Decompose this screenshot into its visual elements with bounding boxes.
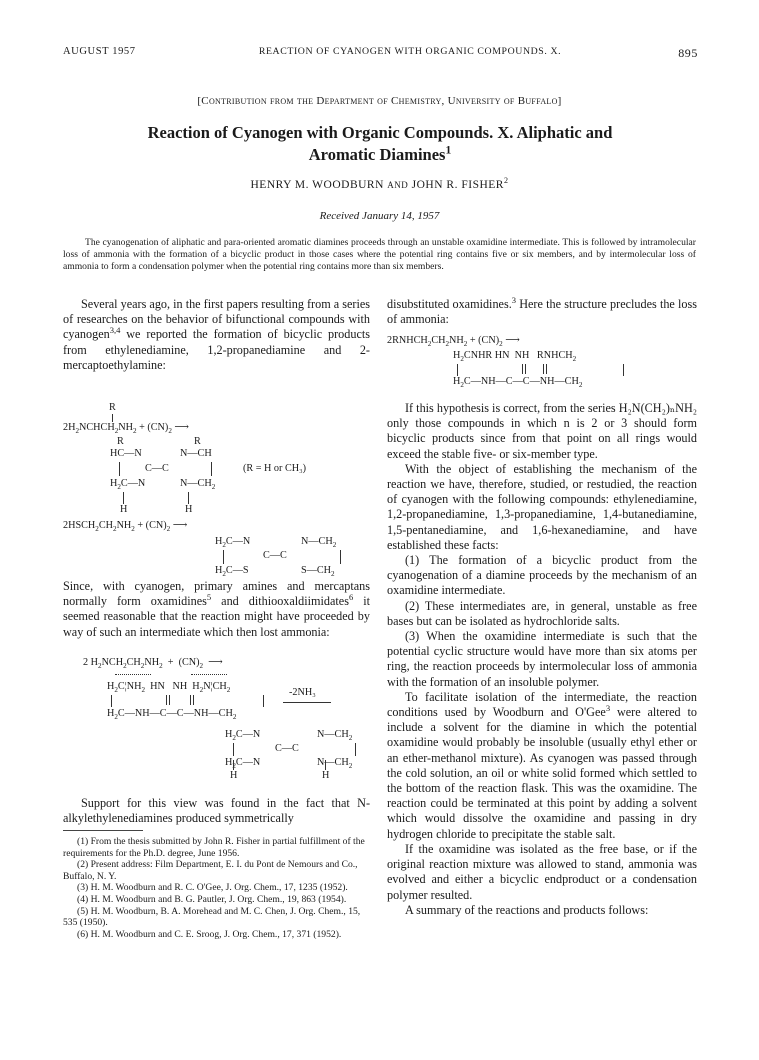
- running-header-date: AUGUST 1957: [63, 46, 136, 57]
- authors: HENRY M. WOODBURN AND JOHN R. FISHER$^2$: [250, 176, 509, 191]
- page-number: 895: [678, 46, 698, 60]
- footnote-4: (4) H. M. Woodburn and B. G. Pautler, J. Org. Chem., 19, 863 (1954).: [77, 893, 347, 905]
- left-col-intro: Several years ago, in the first papers resulting from a series of researches on the behavior of bifunctional compounds with cyanogen$^{3,4}$ we reported the formation of bicyclic products from ethylenediamine, 1,2-propanediamine and 2-mercaptoethylamine:: [63, 297, 370, 372]
- fact-1: (1) The formation of a bicyclic product from the cyanogenation of a diamine proceeds by the mechanism of an oxamidine intermediate.: [387, 553, 697, 598]
- summary-lead: A summary of the reactions and products follows:: [405, 902, 649, 917]
- footnote-2: (2) Present address: Film Department, E. I. du Pont de Nemours and Co., Buffalo, N. Y.: [63, 859, 358, 882]
- reaction-scheme-1: R $2H_2NCHCH_2NH_2 + (CN)_2$ ⟶ R R HC—N N—CH C—C $H_2C—N$ $N—CH_2$ H H (R = H or CH₃): [63, 402, 307, 515]
- received-date: Received January 14, 1957: [319, 210, 440, 222]
- contribution-line: [Contribution from the Department of Chemistry, University of Buffalo]: [197, 95, 562, 107]
- scheme-3-hydrogens: H H: [223, 770, 373, 784]
- footnote-1: (1) From the thesis submitted by John R. Fisher in partial fulfillment of the requirements for the Ph.D. degree, June 1956.: [63, 836, 365, 859]
- right-col-intro: disubstituted oxamidines.$^3$ Here the structure precludes the loss of ammonia:: [387, 294, 698, 327]
- isolation-paragraph: To facilitate isolation of the intermediate, the reaction conditions used by Woodburn and O'Gee$^3$ were altered to include a solvent for the diamine in which the potential oxamidine would probably be insoluble (usually ethyl ether or an ether-methanol mixture). As cyanogen was passed through the cold solution, an oil or white solid formed which settled to the bottom of the reaction flask. This was the oxamidine. The reaction could be terminated at this point by adding a solvent which would dissolve the oxamidine and passing in dry hydrogen chloride to precipitate the stable salt.: [387, 689, 698, 841]
- paper-title: Reaction of Cyanogen with Organic Compounds. X. Aliphatic and Aromatic Diamines$^1$: [147, 123, 613, 164]
- abstract: The cyanogenation of aliphatic and para-oriented aromatic diamines proceeds through an unstable oxamidine intermediate. This is followed by intramolecular loss of ammonia with the formation of a bicyclic product in those cases where the potential ring contains five or six members, and by intermolecular loss of ammonia to form a condensation polymer when the potential ring contains more than six members.: [63, 237, 696, 273]
- reaction-scheme-2: $2HSCH_2CH_2NH_2 + (CN)_2$ ⟶ $H_2C—N$ $N—CH_2$ C—C $H_2C—S$ $S—CH_2$: [63, 520, 373, 580]
- left-col-para-3: Support for this view was found in the fact that N-alkylethylenediamines produced symmetrically: [63, 796, 370, 826]
- left-col-para-2: Since, with cyanogen, primary amines and mercaptans normally form oxamidines$^5$ and dithiooxaldiimidates$^6$ it seemed reasonable that the reaction might have proceeded by way of such an intermediate which then lost ammonia:: [63, 579, 370, 639]
- objective-paragraph: With the object of establishing the mechanism of the reaction we have, therefore, studied, or restudied, the reaction of cyanogen with the following compounds: ethylenediamine, 1,2-propanediamine, 1,3-propanediamine, 1,4-butanediamine, 1,5-pentanediamine, and 1,6-hexanediamine, and have established these facts:: [387, 461, 697, 552]
- footnote-3: (3) H. M. Woodburn and R. C. O'Gee, J. Org. Chem., 17, 1235 (1952).: [77, 882, 348, 894]
- reaction-scheme-4: $2RNHCH_2CH_2NH_2 + (CN)_2$ ⟶ $H_2CNHR$ HN NH $RNHCH_2$ $H_2C—NH—C—C—NH—CH_2$: [387, 335, 697, 395]
- hypothesis-paragraph: If this hypothesis is correct, from the series H₂N(CH₂)ₙNH₂ only those compounds in which n is 2 or 3 should form bicyclic products since from that point on all rings would exceed the stable five- or six-member type.: [387, 401, 697, 461]
- right-col-body: [387, 401, 697, 918]
- footnote-6: (6) H. M. Woodburn and C. E. Sroog, J. Org. Chem., 17, 371 (1952).: [77, 928, 342, 940]
- footnote-5: (5) H. M. Woodburn, B. A. Morehead and M. C. Chen, J. Org. Chem., 15, 535 (1950).: [63, 905, 361, 929]
- reaction-scheme-3: 2 $H_2NCH_2CH_2NH_2 + (CN)_2$ ⟶ $H_2C¦NH_2$ HN NH $H_2N¦CH_2$ -2NH₃ $H_2C—NH—C—C—NH—CH_2$ $H_2C—N$ $N—CH_2$ C—C $H_2C—N$ $N—CH_2$: [63, 657, 373, 777]
- footnotes: [63, 836, 370, 940]
- fact-3: (3) When the oxamidine intermediate is such that the potential cyclic structure would have more than six atoms per ring, the reaction proceeds by intermolecular loss of ammonia with the formation of an insoluble polymer.: [387, 629, 697, 689]
- free-base-paragraph: If the oxamidine was isolated as the free base, or if the original reaction mixture was allowed to stand, ammonia was evolved and either a bicyclic endproduct or a condensation polymer resulted.: [387, 841, 697, 902]
- fact-2: (2) These intermediates are, in general, unstable as free bases but can be isolated as hydrochloride salts.: [387, 598, 697, 628]
- footnote-rule: [63, 830, 143, 831]
- running-header-title: REACTION OF CYANOGEN WITH ORGANIC COMPOUNDS. X.: [258, 46, 562, 57]
